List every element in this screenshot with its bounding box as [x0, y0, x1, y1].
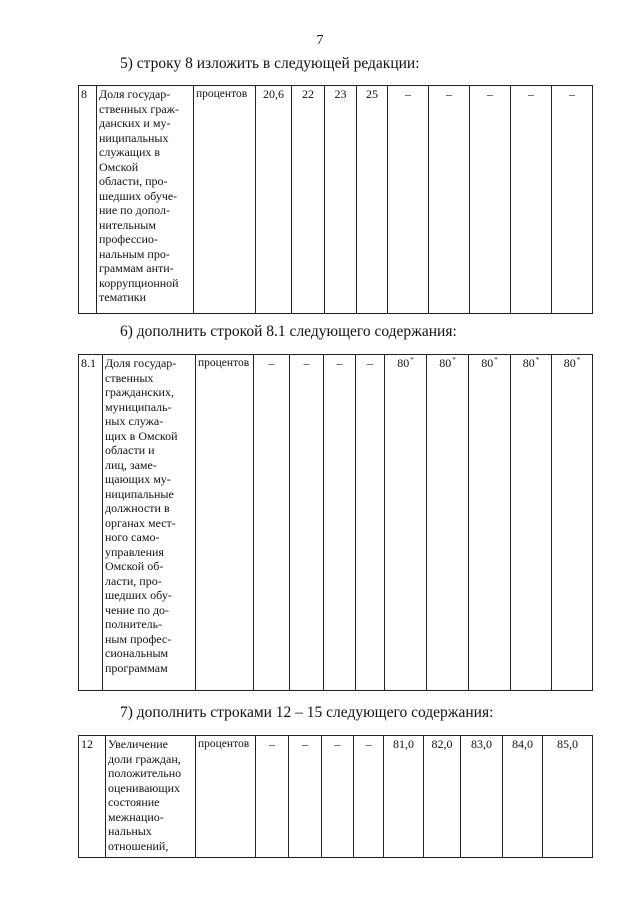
value-cell — [256, 736, 289, 858]
value-cell — [511, 355, 552, 691]
value-cell — [543, 736, 593, 858]
value-text: 80 — [563, 356, 576, 370]
value-text: 25 — [366, 87, 378, 101]
value-cell — [290, 355, 324, 691]
row-number-cell: 12 — [79, 736, 106, 858]
unit-cell: процентов — [196, 355, 254, 691]
value-cell — [552, 355, 593, 691]
instruction-line-8: 5) строку 8 изложить в следующей редакции: — [120, 55, 420, 72]
table-row — [79, 736, 593, 858]
value-cell — [357, 86, 388, 314]
value-text: 20,6 — [263, 87, 284, 101]
row-number-cell: 8.1 — [79, 355, 103, 691]
value-cell — [427, 355, 469, 691]
unit-cell: процентов — [194, 86, 256, 314]
value-cell — [325, 86, 357, 314]
value-text: – — [336, 356, 343, 370]
value-text: – — [446, 87, 452, 101]
value-text: – — [303, 356, 310, 370]
value-cell — [388, 86, 429, 314]
row-number-cell: 8 — [79, 86, 97, 314]
value-text: – — [268, 356, 275, 370]
table-row-8-1 — [78, 354, 593, 691]
value-cell — [469, 355, 511, 691]
value-cell — [324, 355, 356, 691]
value-cell — [256, 86, 292, 314]
indicator-name-cell: Увеличение доли граждан, положительно оценивающих состояние межнацио- нальных отношений, — [106, 736, 196, 858]
value-cell — [424, 736, 461, 858]
value-cell — [503, 736, 543, 858]
page-number: 7 — [316, 33, 324, 48]
value-cell — [354, 736, 384, 858]
value-cell — [552, 86, 593, 314]
footnote-mark: * — [410, 356, 414, 364]
value-cell — [385, 355, 427, 691]
indicator-name-cell: Доля государ- ственных гражданских, муниципаль- ных служа- щих в Омской области и лиц, заме- щающих му- ниципальные должности в органах мест- ного само- управления Омской об- ласти, про- шедших обу- чение по до- полнитель- ным профес- сиональным программам — [103, 355, 196, 691]
value-text: – — [528, 87, 534, 101]
indicator-name-cell: Доля государ- ственных граж- данских и му- ниципальных служащих в Омской области, про- шедших обуче- ние по допол- нительным профессио- нальным про- граммам анти- коррупционной тематики — [97, 86, 194, 314]
value-text: – — [334, 737, 341, 751]
value-cell — [429, 86, 470, 314]
value-text: – — [405, 87, 411, 101]
value-cell — [254, 355, 290, 691]
value-text: 84,0 — [512, 737, 533, 751]
value-cell — [384, 736, 424, 858]
value-text: – — [487, 87, 493, 101]
value-text: 83,0 — [471, 737, 492, 751]
footnote-mark: * — [452, 356, 456, 364]
value-text: – — [269, 737, 275, 751]
instruction-line-8-1: 6) дополнить строкой 8.1 следующего содержания: — [120, 323, 457, 340]
value-text: – — [365, 737, 372, 751]
table-row-12 — [78, 735, 593, 858]
value-cell — [322, 736, 354, 858]
table-row — [79, 355, 593, 691]
value-cell — [461, 736, 503, 858]
value-cell — [470, 86, 511, 314]
table-row-8 — [78, 85, 593, 314]
value-text: – — [569, 87, 575, 101]
unit-cell: процентов — [196, 736, 256, 858]
value-text: 22 — [302, 87, 314, 101]
table-row — [79, 86, 593, 314]
value-text: 81,0 — [393, 737, 414, 751]
footnote-mark: * — [576, 356, 581, 364]
value-text: 82,0 — [431, 737, 453, 751]
value-text: – — [302, 737, 308, 751]
footnote-mark: * — [535, 356, 540, 364]
value-text: 80 — [522, 356, 535, 370]
footnote-mark: * — [494, 356, 498, 364]
value-text: 80 — [397, 356, 410, 370]
value-text: 80 — [439, 356, 452, 370]
value-cell — [511, 86, 552, 314]
value-text: 85,0 — [557, 737, 578, 751]
value-cell — [356, 355, 385, 691]
value-cell — [292, 86, 325, 314]
value-cell — [289, 736, 322, 858]
value-text: – — [367, 356, 373, 370]
instruction-line-12-15: 7) дополнить строками 12 – 15 следующего содержания: — [120, 704, 494, 721]
value-text: 80 — [481, 356, 494, 370]
value-text: 23 — [334, 87, 347, 101]
